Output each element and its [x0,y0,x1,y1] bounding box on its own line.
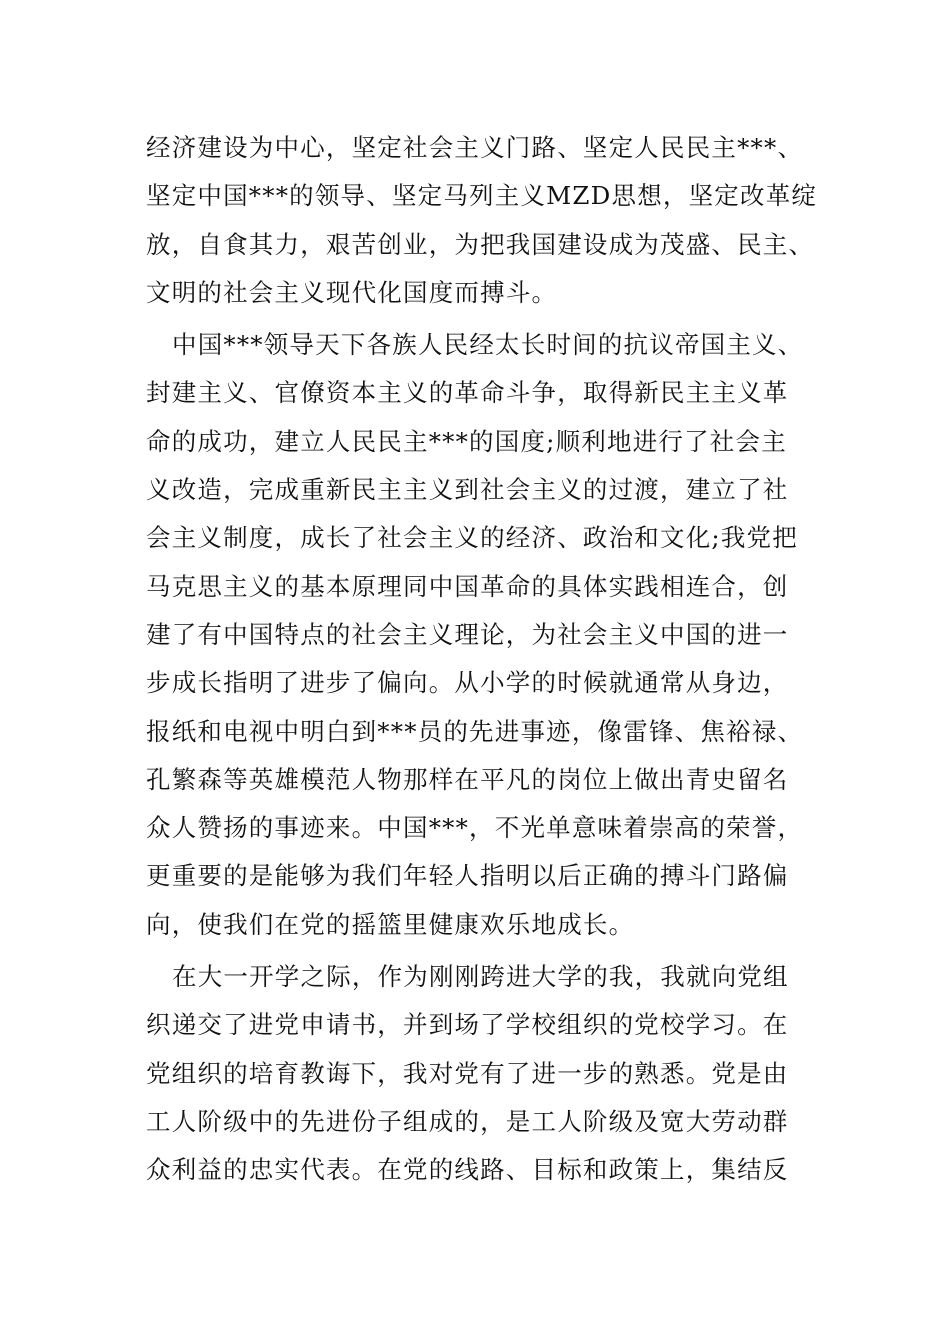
text-line: 会主义制度，成长了社会主义的经济、政治和文化;我党把 [146,523,798,553]
text-line: 众人赞扬的事迹来。中国***，不光单意味着崇高的荣誉， [146,813,804,843]
text-line: 步成长指明了进步了偏向。从小学的时候就通常从身边， [146,668,789,698]
text-line: 坚定中国***的领导、坚定马列主义MZD思想，坚定改革绽 [146,181,818,211]
text-line: 向，使我们在党的摇篮里健康欢乐地成长。 [146,909,635,939]
text-line: 在大一开学之际，作为刚刚跨进大学的我，我就向党组 [172,962,789,992]
text-line: 封建主义、官僚资本主义的革命斗争，取得新民主主义革 [146,378,789,408]
text-line: 经济建设为中心，坚定社会主义门路、坚定人民民主***、 [146,133,804,162]
text-line: 命的成功，建立人民民主***的国度;顺利地进行了社会主 [146,426,787,456]
text-line: 马克思主义的基本原理同中国革命的具体实践相连合，创 [146,571,789,601]
text-line: 中国***领导天下各族人民经太长时间的抗议帝国主义、 [172,330,804,360]
text-line: 孔繁森等英雄模范人物那样在平凡的岗位上做出青史留名 [146,764,789,794]
text-line: 报纸和电视中明白到***员的先进事迹，像雷锋、焦裕禄、 [146,716,804,746]
text-line: 建了有中国特点的社会主义理论，为社会主义中国的进一 [146,619,789,649]
text-line: 文明的社会主义现代化国度而搏斗。 [146,277,558,307]
document-body [146,124,818,1195]
text-line: 工人阶级中的先进份子组成的，是工人阶级及宽大劳动群 [146,1106,789,1136]
text-line: 义改造，完成重新民主主义到社会主义的过渡，建立了社 [146,475,789,505]
paragraph [146,953,806,1194]
text-line: 党组织的培育教诲下，我对党有了进一步的熟悉。党是由 [146,1058,789,1088]
text-line: 织递交了进党申请书，并到场了学校组织的党校学习。在 [146,1010,789,1040]
paragraph [146,124,818,317]
text-line: 更重要的是能够为我们年轻人指明以后正确的搏斗门路偏 [146,861,789,891]
paragraph [146,321,806,949]
text-line: 众利益的忠实代表。在党的线路、目标和政策上，集结反 [146,1155,789,1185]
text-line: 放，自食其力，艰苦创业，为把我国建设成为茂盛、民主、 [146,229,815,259]
